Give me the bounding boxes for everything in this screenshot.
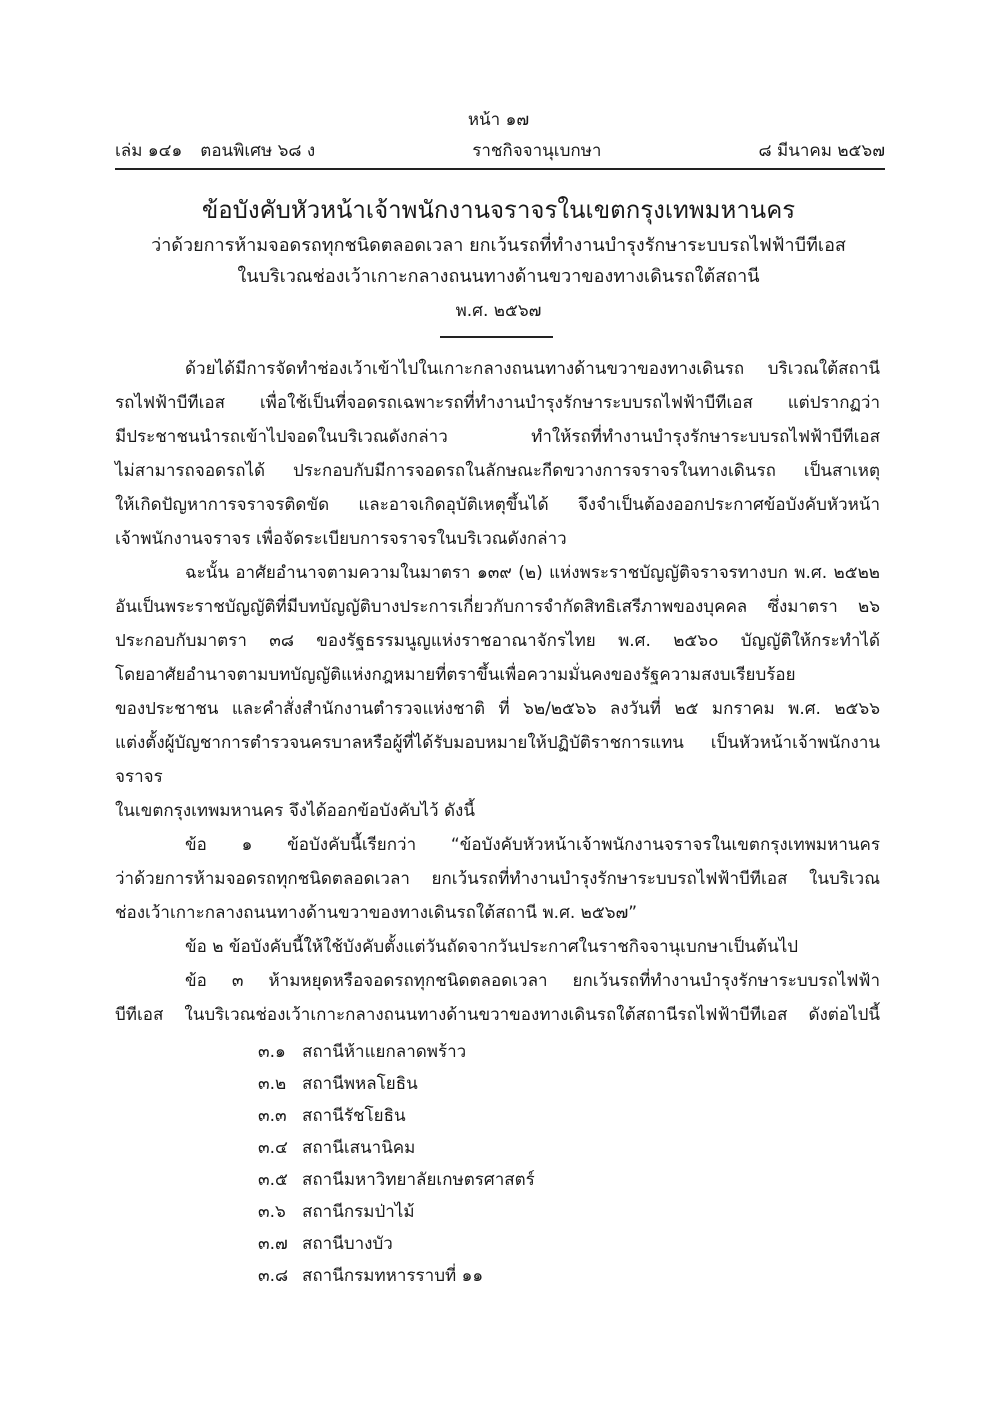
p2-line: ในเขตกรุงเทพมหานคร จึงได้ออกข้อบังคับไว้ ดังนี้ (115, 801, 475, 821)
p2-line: ประกอบกับมาตรา ๓๘ ของรัฐธรรมนูญแห่งราชอาณาจักรไทย พ.ศ. ๒๕๖๐ บัญญัติให้กระทำได้ (115, 631, 880, 651)
publication-date: ๘ มีนาคม ๒๕๖๗ (758, 141, 885, 161)
header-rule (115, 168, 885, 170)
document-title: ข้อบังคับหัวหน้าเจ้าพนักงานจราจรในเขตกรุงเทพมหานคร (201, 196, 796, 224)
station-number: ๓.๖ (258, 1202, 286, 1222)
volume: เล่ม ๑๔๑ (115, 141, 183, 161)
c1-line: ข้อ ๑ ข้อบังคับนี้เรียกว่า “ข้อบังคับหัวหน้าเจ้าพนักงานจราจรในเขตกรุงเทพมหานคร (185, 835, 880, 855)
gazette-header (115, 138, 885, 164)
p2-line: แต่งตั้งผู้บัญชาการตำรวจนครบาลหรือผู้ที่ได้รับมอบหมายให้ปฏิบัติราชการแทน เป็นหัวหน้าเจ้าพนักงานจราจร (115, 733, 880, 787)
station-name: สถานีพหลโยธิน (302, 1074, 418, 1094)
p2-line: ฉะนั้น อาศัยอำนาจตามความในมาตรา ๑๓๙ (๒) แห่งพระราชบัญญัติจราจรทางบก พ.ศ. ๒๕๒๒ (185, 563, 880, 583)
station-number: ๓.๗ (258, 1234, 288, 1254)
p1-line: เจ้าพนักงานจราจร เพื่อจัดระเบียบการจราจรในบริเวณดังกล่าว (115, 529, 567, 549)
station-list (258, 1036, 997, 1292)
title-rule (440, 336, 553, 338)
c3-line: ข้อ ๓ ห้ามหยุดหรือจอดรถทุกชนิดตลอดเวลา ยกเว้นรถที่ทำงานบำรุงรักษาระบบรถไฟฟ้า (185, 971, 880, 991)
publication-name: ราชกิจจานุเบกษา (472, 141, 602, 161)
c3-line: บีทีเอส ในบริเวณช่องเว้าเกาะกลางถนนทางด้านขวาของทางเดินรถใต้สถานีรถไฟฟ้าบีทีเอส ดังต่อไปนี้ (115, 1005, 880, 1025)
station-name: สถานีมหาวิทยาลัยเกษตรศาสตร์ (302, 1170, 535, 1190)
p1-line: ให้เกิดปัญหาการจราจรติดขัด และอาจเกิดอุบัติเหตุขึ้นได้ จึงจำเป็นต้องออกประกาศข้อบังคับหัวหน้า (115, 495, 880, 515)
station-name: สถานีเสนานิคม (302, 1138, 416, 1158)
station-item (258, 1100, 997, 1132)
document-subtitle-1: ว่าด้วยการห้ามจอดรถทุกชนิดตลอดเวลา ยกเว้นรถที่ทำงานบำรุงรักษาระบบรถไฟฟ้าบีทีเอส (151, 235, 846, 256)
document-body (115, 352, 880, 1032)
p2-line: ของประชาชน และคำสั่งสำนักงานตำรวจแห่งชาติ ที่ ๖๒/๒๕๖๖ ลงวันที่ ๒๕ มกราคม พ.ศ. ๒๕๖๖ (115, 699, 880, 719)
document-year: พ.ศ. ๒๕๖๗ (455, 301, 542, 321)
station-item (258, 1068, 997, 1100)
station-item (258, 1036, 997, 1068)
station-item (258, 1164, 997, 1196)
section: ตอนพิเศษ ๖๘ ง (200, 141, 316, 161)
station-item (258, 1228, 997, 1260)
station-number: ๓.๓ (258, 1106, 287, 1126)
station-name: สถานีรัชโยธิน (302, 1106, 406, 1126)
p1-line: ไม่สามารถจอดรถได้ ประกอบกับมีการจอดรถในลักษณะกีดขวางการจราจรในทางเดินรถ เป็นสาเหตุ (115, 461, 880, 481)
p1-line: ด้วยได้มีการจัดทำช่องเว้าเข้าไปในเกาะกลางถนนทางด้านขวาของทางเดินรถ บริเวณใต้สถานี (185, 359, 880, 379)
station-number: ๓.๘ (258, 1266, 289, 1286)
station-name: สถานีบางบัว (302, 1234, 393, 1254)
station-number: ๓.๑ (258, 1042, 286, 1062)
document-subtitle-2: ในบริเวณช่องเว้าเกาะกลางถนนทางด้านขวาของทางเดินรถใต้สถานี (237, 266, 760, 287)
station-name: สถานีกรมทหารราบที่ ๑๑ (302, 1266, 484, 1286)
station-number: ๓.๔ (258, 1138, 288, 1158)
clause-2: ข้อ ๒ ข้อบังคับนี้ให้ใช้บังคับตั้งแต่วันถัดจากวันประกาศในราชกิจจานุเบกษาเป็นต้นไป (185, 937, 799, 957)
station-item (258, 1132, 997, 1164)
station-name: สถานีห้าแยกลาดพร้าว (302, 1042, 467, 1062)
page-number: หน้า ๑๗ (467, 110, 530, 130)
station-item (258, 1196, 997, 1228)
p1-line: มีประชาชนนำรถเข้าไปจอดในบริเวณดังกล่าว ทำให้รถที่ทำงานบำรุงรักษาระบบรถไฟฟ้าบีทีเอส (115, 427, 880, 447)
c1-line: ว่าด้วยการห้ามจอดรถทุกชนิดตลอดเวลา ยกเว้นรถที่ทำงานบำรุงรักษาระบบรถไฟฟ้าบีทีเอส ในบริเวณ (115, 869, 880, 889)
p1-line: รถไฟฟ้าบีทีเอส เพื่อใช้เป็นที่จอดรถเฉพาะรถที่ทำงานบำรุงรักษาระบบรถไฟฟ้าบีทีเอส แต่ปรากฏว่า (115, 393, 880, 413)
c1-line: ช่องเว้าเกาะกลางถนนทางด้านขวาของทางเดินรถใต้สถานี พ.ศ. ๒๕๖๗” (115, 903, 638, 923)
p2-line: โดยอาศัยอำนาจตามบทบัญญัติแห่งกฎหมายที่ตราขึ้นเพื่อความมั่นคงของรัฐความสงบเรียบร้อย (115, 665, 796, 685)
station-item (258, 1260, 997, 1292)
station-name: สถานีกรมป่าไม้ (302, 1202, 415, 1222)
station-number: ๓.๒ (258, 1074, 287, 1094)
station-number: ๓.๕ (258, 1170, 288, 1190)
p2-line: อันเป็นพระราชบัญญัติที่มีบทบัญญัติบางประการเกี่ยวกับการจำกัดสิทธิเสรีภาพของบุคคล ซึ่งมาตรา ๒๖ (115, 597, 880, 617)
